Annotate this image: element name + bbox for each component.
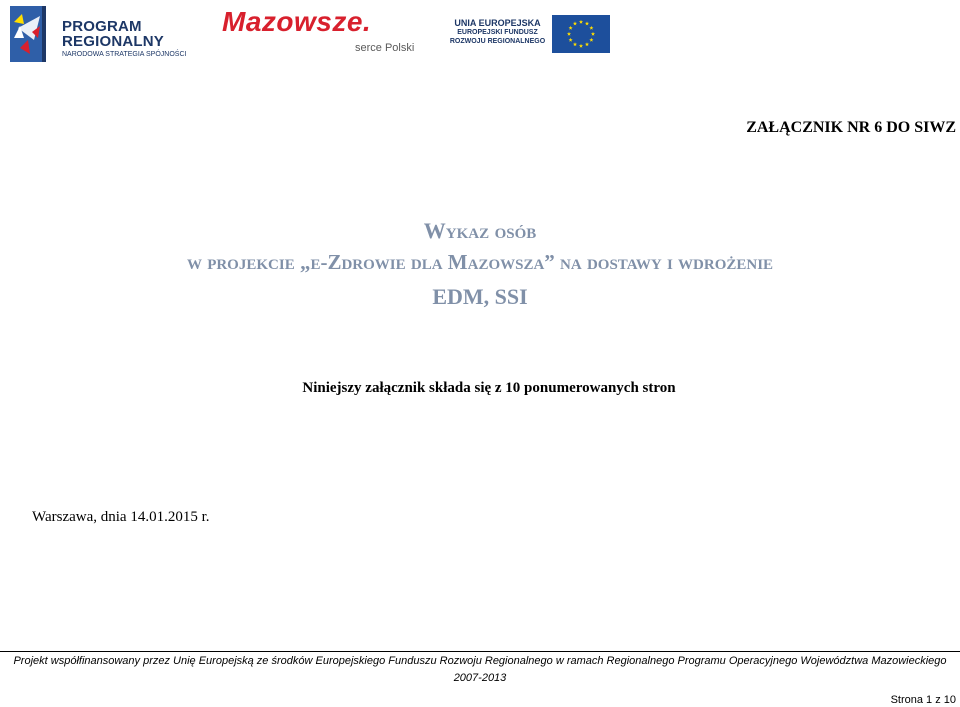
annex-label: ZAŁĄCZNIK NR 6 DO SIWZ — [746, 119, 956, 136]
mazowsze-logo — [222, 6, 422, 56]
eu-logo-text — [445, 18, 550, 46]
document-title — [0, 218, 960, 314]
eu-logo-line2: EUROPEJSKI FUNDUSZ — [457, 29, 538, 36]
program-regionalny-logo — [10, 4, 200, 64]
page-number: Strona 1 z 10 — [890, 694, 956, 706]
mazowsze-tagline: serce Polski — [355, 42, 415, 54]
eu-logo-line3: ROZWOJU REGIONALNEGO — [449, 38, 546, 45]
title-line3: EDM, SSI — [432, 284, 528, 309]
program-logo-line1: PROGRAM — [62, 18, 142, 35]
title-line2: w projekcie „e-Zdrowie dla Mazowsza” na dostawy i wdrożenie — [186, 250, 774, 274]
program-logo-line3: NARODOWA STRATEGIA SPÓJNOŚCI — [62, 51, 187, 58]
eu-flag-icon — [552, 15, 610, 53]
mazowsze-wordmark: Mazowsze. — [222, 6, 372, 37]
program-regionalny-emblem-icon — [10, 4, 58, 64]
place-date: Warszawa, dnia 14.01.2015 r. — [32, 509, 210, 525]
title-line1: Wykaz osób — [423, 218, 537, 243]
footer-period-text: 2007-2013 — [453, 672, 507, 684]
footer-cofinancing-text: Projekt współfinansowany przez Unię Europejską ze środków Europejskiego Funduszu Rozwoju Regionalnego w ramach Regionalnego Programu Operacyjnego Województwa Mazowieckiego — [13, 655, 947, 667]
page-count-note: Niniejszy załącznik składa się z 10 ponumerowanych stron — [302, 380, 676, 396]
footer-divider — [0, 651, 960, 652]
eu-logo-line1: UNIA EUROPEJSKA — [454, 18, 541, 28]
program-logo-line2: REGIONALNY — [62, 33, 165, 50]
